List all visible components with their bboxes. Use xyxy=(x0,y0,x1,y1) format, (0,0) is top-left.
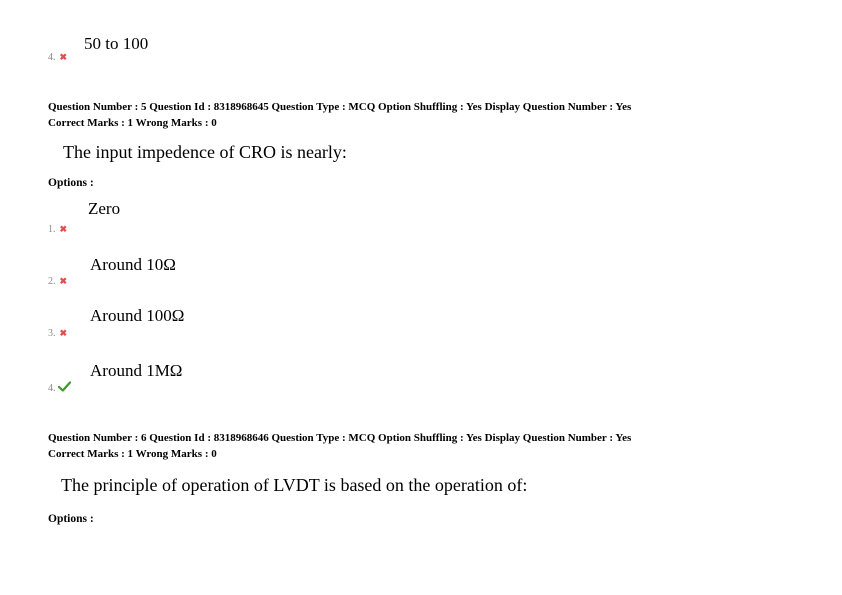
checkmark-icon xyxy=(58,381,71,392)
question-6-options-label: Options : xyxy=(48,513,94,525)
option-number: 1. xyxy=(48,224,56,235)
question-5-option-4 xyxy=(48,378,71,396)
question-6-meta-line-1: Question Number : 6 Question Id : 8318968646 Question Type : MCQ Option Shuffling : Yes Display Question Number : Yes xyxy=(48,432,632,444)
wrong-mark-icon: ✖ xyxy=(59,224,68,234)
question-5-option-4-text: Around 1MΩ xyxy=(90,361,183,380)
prev-option-4-text: 50 to 100 xyxy=(84,34,149,53)
wrong-mark-icon: ✖ xyxy=(59,52,68,62)
question-5-meta-line-1: Question Number : 5 Question Id : 8318968645 Question Type : MCQ Option Shuffling : Yes Display Question Number : Yes xyxy=(48,101,632,113)
question-5-option-1-text: Zero xyxy=(88,199,121,218)
question-5-options-label: Options : xyxy=(48,177,94,189)
question-5-meta-line-2: Correct Marks : 1 Wrong Marks : 0 xyxy=(48,117,217,129)
option-number: 2. xyxy=(48,276,56,287)
wrong-mark-icon: ✖ xyxy=(59,276,68,286)
question-6-text: The principle of operation of LVDT is based on the operation of: xyxy=(61,475,528,495)
question-5-option-3-text: Around 100Ω xyxy=(90,306,185,325)
option-number: 4. xyxy=(48,52,56,63)
prev-option-4 xyxy=(48,47,67,65)
wrong-mark-icon: ✖ xyxy=(59,328,68,338)
question-5-option-2-text: Around 10Ω xyxy=(90,255,176,274)
question-5-option-2 xyxy=(48,271,67,289)
question-6-meta-line-2: Correct Marks : 1 Wrong Marks : 0 xyxy=(48,448,217,460)
question-5-option-1 xyxy=(48,219,67,237)
option-number: 4. xyxy=(48,383,56,394)
question-5-option-3 xyxy=(48,323,67,341)
question-5-text: The input impedence of CRO is nearly: xyxy=(63,142,347,162)
option-number: 3. xyxy=(48,328,56,339)
